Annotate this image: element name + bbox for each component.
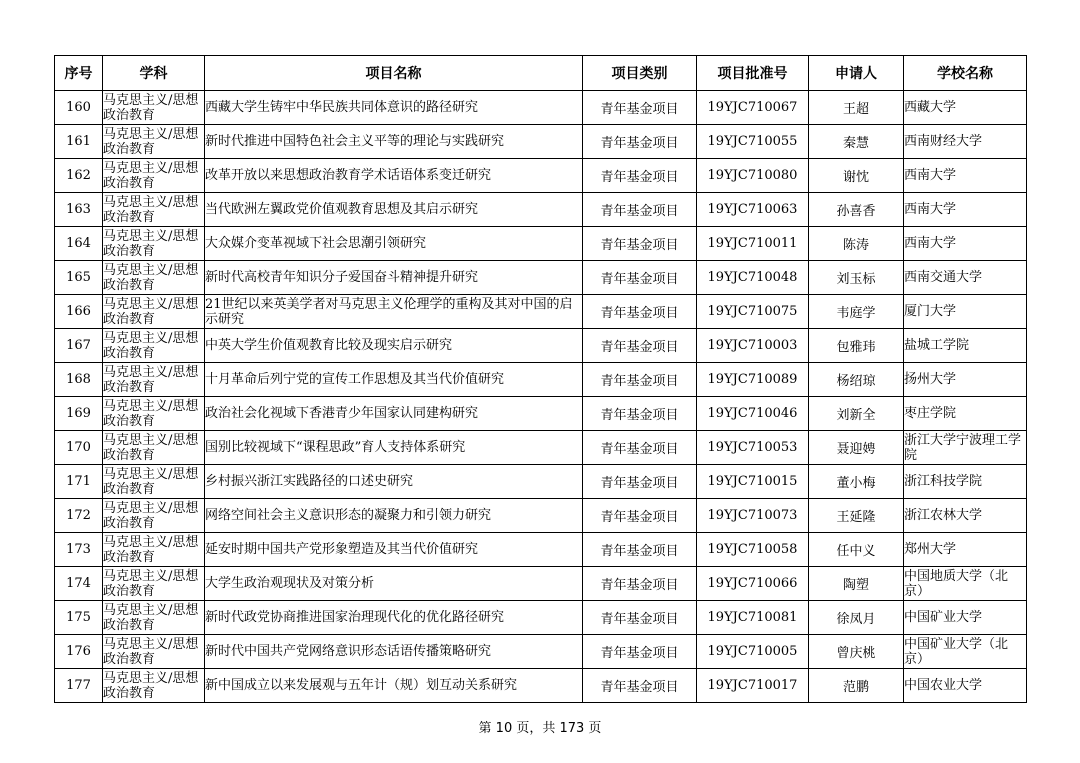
- cell-type: 青年基金项目: [583, 533, 697, 567]
- cell-title: 新中国成立以来发展观与五年计（规）划互动关系研究: [205, 669, 583, 703]
- cell-school: 浙江农林大学: [904, 499, 1027, 533]
- cell-no: 161: [55, 125, 103, 159]
- cell-type: 青年基金项目: [583, 635, 697, 669]
- table-row: [55, 601, 1027, 635]
- cell-title: 政治社会化视域下香港青少年国家认同建构研究: [205, 397, 583, 431]
- cell-title: 新时代政党协商推进国家治理现代化的优化路径研究: [205, 601, 583, 635]
- cell-school: 厦门大学: [904, 295, 1027, 329]
- cell-no: 175: [55, 601, 103, 635]
- cell-code: 19YJC710048: [697, 261, 809, 295]
- cell-type: 青年基金项目: [583, 363, 697, 397]
- cell-subject: 马克思主义/思想政治教育: [103, 193, 205, 227]
- cell-code: 19YJC710053: [697, 431, 809, 465]
- cell-subject: 马克思主义/思想政治教育: [103, 227, 205, 261]
- cell-school: 西南大学: [904, 227, 1027, 261]
- cell-applicant: 任中义: [809, 533, 904, 567]
- cell-no: 174: [55, 567, 103, 601]
- cell-applicant: 杨绍琼: [809, 363, 904, 397]
- cell-no: 171: [55, 465, 103, 499]
- table-row: [55, 465, 1027, 499]
- table-row: [55, 227, 1027, 261]
- cell-type: 青年基金项目: [583, 397, 697, 431]
- cell-applicant: 韦庭学: [809, 295, 904, 329]
- cell-code: 19YJC710063: [697, 193, 809, 227]
- cell-code: 19YJC710011: [697, 227, 809, 261]
- table-row: [55, 295, 1027, 329]
- cell-title: 改革开放以来思想政治教育学术话语体系变迁研究: [205, 159, 583, 193]
- table-row: [55, 329, 1027, 363]
- cell-type: 青年基金项目: [583, 329, 697, 363]
- cell-subject: 马克思主义/思想政治教育: [103, 91, 205, 125]
- cell-school: 浙江科技学院: [904, 465, 1027, 499]
- cell-code: 19YJC710073: [697, 499, 809, 533]
- cell-type: 青年基金项目: [583, 669, 697, 703]
- table-row: [55, 363, 1027, 397]
- cell-code: 19YJC710081: [697, 601, 809, 635]
- cell-type: 青年基金项目: [583, 193, 697, 227]
- cell-type: 青年基金项目: [583, 567, 697, 601]
- cell-title: 西藏大学生铸牢中华民族共同体意识的路径研究: [205, 91, 583, 125]
- cell-applicant: 王超: [809, 91, 904, 125]
- cell-subject: 马克思主义/思想政治教育: [103, 159, 205, 193]
- cell-title: 中英大学生价值观教育比较及现实启示研究: [205, 329, 583, 363]
- cell-no: 177: [55, 669, 103, 703]
- header-title: 项目名称: [205, 56, 583, 91]
- cell-school: 西藏大学: [904, 91, 1027, 125]
- cell-no: 164: [55, 227, 103, 261]
- cell-applicant: 徐凤月: [809, 601, 904, 635]
- cell-no: 162: [55, 159, 103, 193]
- project-table: [54, 55, 1027, 703]
- cell-subject: 马克思主义/思想政治教育: [103, 635, 205, 669]
- cell-code: 19YJC710080: [697, 159, 809, 193]
- cell-type: 青年基金项目: [583, 125, 697, 159]
- cell-code: 19YJC710058: [697, 533, 809, 567]
- cell-type: 青年基金项目: [583, 227, 697, 261]
- cell-school: 中国矿业大学（北京）: [904, 635, 1027, 669]
- table-row: [55, 397, 1027, 431]
- cell-code: 19YJC710055: [697, 125, 809, 159]
- cell-subject: 马克思主义/思想政治教育: [103, 363, 205, 397]
- table-row: [55, 567, 1027, 601]
- cell-code: 19YJC710089: [697, 363, 809, 397]
- table-row: [55, 669, 1027, 703]
- cell-subject: 马克思主义/思想政治教育: [103, 329, 205, 363]
- header-no: 序号: [55, 56, 103, 91]
- cell-title: 乡村振兴浙江实践路径的口述史研究: [205, 465, 583, 499]
- table-row: [55, 261, 1027, 295]
- cell-type: 青年基金项目: [583, 295, 697, 329]
- cell-no: 163: [55, 193, 103, 227]
- cell-title: 新时代高校青年知识分子爱国奋斗精神提升研究: [205, 261, 583, 295]
- cell-type: 青年基金项目: [583, 601, 697, 635]
- cell-code: 19YJC710017: [697, 669, 809, 703]
- table-row: [55, 125, 1027, 159]
- cell-school: 西南财经大学: [904, 125, 1027, 159]
- cell-applicant: 刘玉标: [809, 261, 904, 295]
- cell-school: 枣庄学院: [904, 397, 1027, 431]
- cell-school: 中国矿业大学: [904, 601, 1027, 635]
- cell-code: 19YJC710005: [697, 635, 809, 669]
- header-code: 项目批准号: [697, 56, 809, 91]
- cell-code: 19YJC710015: [697, 465, 809, 499]
- cell-title: 延安时期中国共产党形象塑造及其当代价值研究: [205, 533, 583, 567]
- cell-applicant: 董小梅: [809, 465, 904, 499]
- cell-applicant: 孙喜香: [809, 193, 904, 227]
- cell-school: 中国农业大学: [904, 669, 1027, 703]
- cell-applicant: 陶塑: [809, 567, 904, 601]
- cell-no: 160: [55, 91, 103, 125]
- cell-applicant: 包雅玮: [809, 329, 904, 363]
- cell-no: 168: [55, 363, 103, 397]
- cell-applicant: 王延隆: [809, 499, 904, 533]
- cell-applicant: 范鹏: [809, 669, 904, 703]
- cell-code: 19YJC710066: [697, 567, 809, 601]
- cell-type: 青年基金项目: [583, 159, 697, 193]
- cell-subject: 马克思主义/思想政治教育: [103, 669, 205, 703]
- cell-subject: 马克思主义/思想政治教育: [103, 295, 205, 329]
- cell-title: 网络空间社会主义意识形态的凝聚力和引领力研究: [205, 499, 583, 533]
- table-body: [55, 91, 1027, 703]
- cell-code: 19YJC710046: [697, 397, 809, 431]
- cell-school: 西南交通大学: [904, 261, 1027, 295]
- cell-no: 167: [55, 329, 103, 363]
- cell-no: 176: [55, 635, 103, 669]
- cell-subject: 马克思主义/思想政治教育: [103, 465, 205, 499]
- cell-title: 十月革命后列宁党的宣传工作思想及其当代价值研究: [205, 363, 583, 397]
- cell-title: 新时代推进中国特色社会主义平等的理论与实践研究: [205, 125, 583, 159]
- cell-applicant: 刘新全: [809, 397, 904, 431]
- cell-subject: 马克思主义/思想政治教育: [103, 567, 205, 601]
- cell-type: 青年基金项目: [583, 261, 697, 295]
- cell-school: 西南大学: [904, 193, 1027, 227]
- cell-subject: 马克思主义/思想政治教育: [103, 431, 205, 465]
- cell-no: 166: [55, 295, 103, 329]
- cell-applicant: 聂迎娉: [809, 431, 904, 465]
- table-row: [55, 533, 1027, 567]
- cell-no: 165: [55, 261, 103, 295]
- table-row: [55, 159, 1027, 193]
- cell-applicant: 谢忱: [809, 159, 904, 193]
- cell-title: 当代欧洲左翼政党价值观教育思想及其启示研究: [205, 193, 583, 227]
- table-row: [55, 431, 1027, 465]
- cell-applicant: 曾庆桃: [809, 635, 904, 669]
- header-subject: 学科: [103, 56, 205, 91]
- cell-applicant: 秦慧: [809, 125, 904, 159]
- cell-school: 盐城工学院: [904, 329, 1027, 363]
- cell-subject: 马克思主义/思想政治教育: [103, 261, 205, 295]
- cell-applicant: 陈涛: [809, 227, 904, 261]
- cell-type: 青年基金项目: [583, 91, 697, 125]
- cell-subject: 马克思主义/思想政治教育: [103, 125, 205, 159]
- cell-subject: 马克思主义/思想政治教育: [103, 601, 205, 635]
- cell-no: 173: [55, 533, 103, 567]
- table-row: [55, 499, 1027, 533]
- cell-school: 扬州大学: [904, 363, 1027, 397]
- cell-school: 浙江大学宁波理工学院: [904, 431, 1027, 465]
- cell-title: 21世纪以来英美学者对马克思主义伦理学的重构及其对中国的启示研究: [205, 295, 583, 329]
- header-type: 项目类别: [583, 56, 697, 91]
- cell-no: 172: [55, 499, 103, 533]
- cell-no: 170: [55, 431, 103, 465]
- header-school: 学校名称: [904, 56, 1027, 91]
- cell-title: 大学生政治观现状及对策分析: [205, 567, 583, 601]
- cell-code: 19YJC710075: [697, 295, 809, 329]
- cell-school: 郑州大学: [904, 533, 1027, 567]
- cell-type: 青年基金项目: [583, 499, 697, 533]
- cell-type: 青年基金项目: [583, 465, 697, 499]
- cell-subject: 马克思主义/思想政治教育: [103, 533, 205, 567]
- cell-type: 青年基金项目: [583, 431, 697, 465]
- cell-subject: 马克思主义/思想政治教育: [103, 499, 205, 533]
- cell-code: 19YJC710003: [697, 329, 809, 363]
- page-footer: 第 10 页，共 173 页: [478, 721, 602, 736]
- cell-title: 大众媒介变革视域下社会思潮引领研究: [205, 227, 583, 261]
- header-applicant: 申请人: [809, 56, 904, 91]
- cell-school: 中国地质大学（北京）: [904, 567, 1027, 601]
- table-row: [55, 635, 1027, 669]
- cell-subject: 马克思主义/思想政治教育: [103, 397, 205, 431]
- table-row: [55, 193, 1027, 227]
- cell-title: 新时代中国共产党网络意识形态话语传播策略研究: [205, 635, 583, 669]
- table-row: [55, 91, 1027, 125]
- cell-code: 19YJC710067: [697, 91, 809, 125]
- cell-school: 西南大学: [904, 159, 1027, 193]
- header-row: [55, 56, 1027, 91]
- cell-no: 169: [55, 397, 103, 431]
- cell-title: 国别比较视域下“课程思政”育人支持体系研究: [205, 431, 583, 465]
